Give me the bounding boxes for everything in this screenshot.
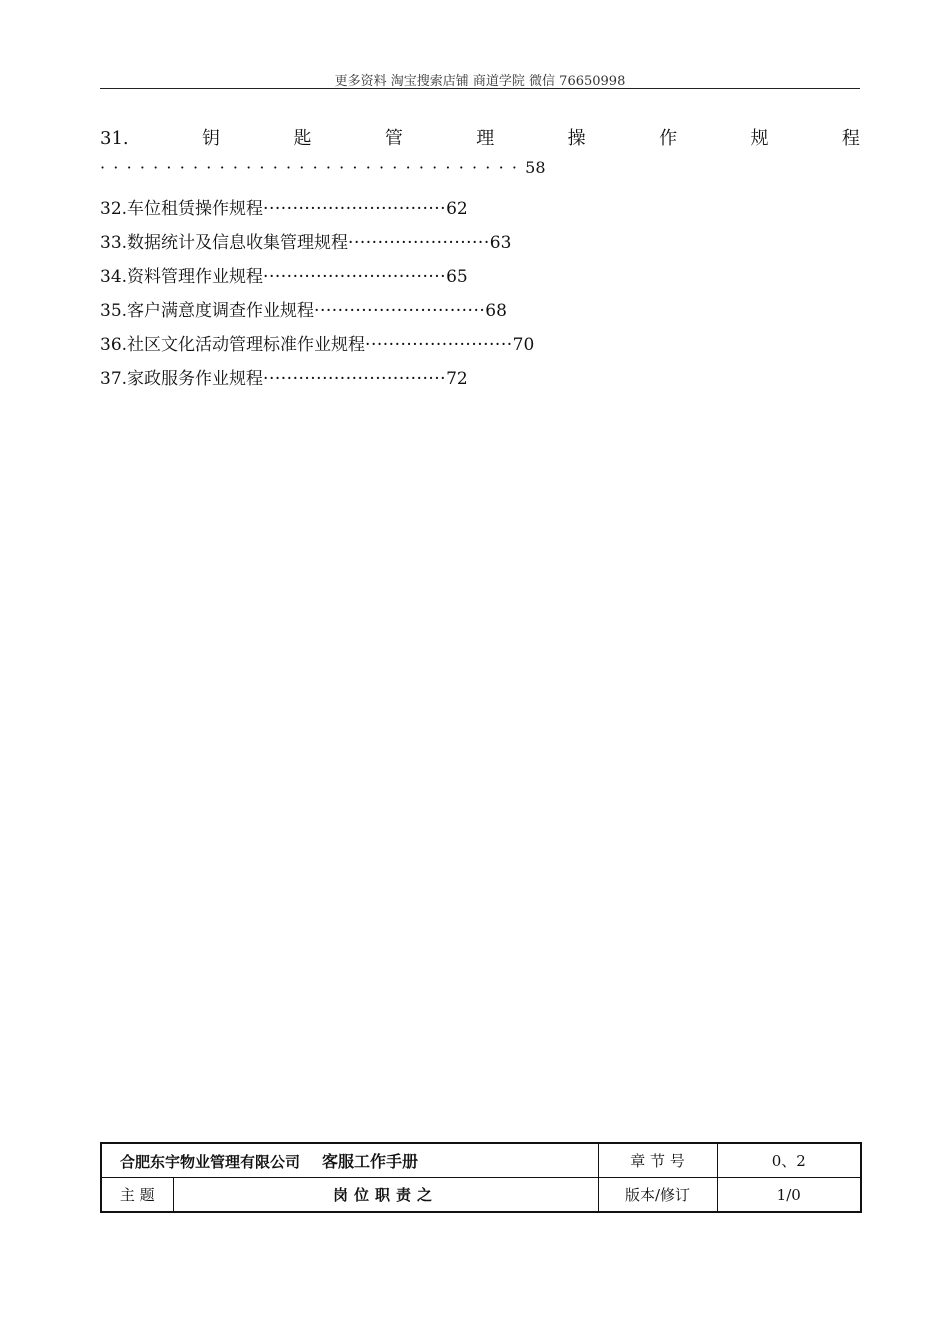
table-of-contents [100, 124, 860, 396]
toc-31-char: 31. [100, 128, 129, 149]
toc-leader-dots: ····························· [314, 301, 486, 321]
document-footer-table [100, 1142, 862, 1213]
toc-item[interactable] [100, 328, 860, 362]
subject-label: 主 题 [101, 1178, 173, 1213]
toc-31-char: 匙 [293, 128, 312, 149]
toc-item-title: 36.社区文化活动管理标准作业规程 [100, 335, 366, 355]
toc-31-leader [100, 158, 860, 192]
toc-31-char: 管 [384, 128, 403, 149]
toc-page-number: 62 [446, 199, 468, 219]
toc-31-char: 操 [567, 128, 586, 149]
toc-page-number: 63 [489, 233, 512, 253]
chapter-label: 章 节 号 [598, 1143, 717, 1178]
toc-item-title: 32.车位租赁操作规程 [100, 199, 264, 219]
toc-page-number: 68 [485, 301, 507, 321]
toc-leader-dots: ······························· [263, 199, 447, 219]
toc-leader-dots: ································ [100, 158, 526, 177]
chapter-value: 0、2 [717, 1143, 861, 1178]
company-name: 合肥东宇物业管理有限公司 [120, 1153, 301, 1171]
toc-item-31[interactable] [100, 124, 860, 158]
footer-row [101, 1178, 861, 1213]
toc-31-char: 理 [476, 128, 495, 149]
toc-31-char: 规 [750, 128, 769, 149]
manual-title: 客服工作手册 [322, 1152, 419, 1171]
toc-page-number: 65 [446, 267, 468, 287]
toc-item-title: 37.家政服务作业规程 [100, 369, 264, 389]
toc-page-number: 70 [512, 335, 535, 355]
toc-page-number: 58 [525, 158, 546, 177]
toc-item[interactable] [100, 362, 860, 396]
toc-leader-dots: ······························· [263, 369, 447, 389]
toc-leader-dots: ························ [348, 233, 490, 253]
toc-item[interactable] [100, 226, 860, 260]
header-divider [100, 88, 860, 89]
toc-item-title: 34.资料管理作业规程 [100, 267, 264, 287]
toc-31-char: 程 [841, 128, 860, 149]
version-label: 版本/修订 [598, 1178, 717, 1213]
subject-value: 岗位职责之 [173, 1178, 598, 1213]
toc-item-title: 33.数据统计及信息收集管理规程 [100, 233, 349, 253]
version-value: 1/0 [717, 1178, 861, 1213]
footer-company-cell [101, 1143, 598, 1178]
toc-item[interactable] [100, 192, 860, 226]
toc-31-char: 钥 [202, 128, 221, 149]
footer-row [101, 1143, 861, 1178]
toc-leader-dots: ······························· [263, 267, 447, 287]
toc-31-char: 作 [659, 128, 678, 149]
toc-page-number: 72 [446, 369, 468, 389]
toc-item-title: 35.客户满意度调查作业规程 [100, 301, 315, 321]
toc-item[interactable] [100, 294, 860, 328]
toc-leader-dots: ························· [365, 335, 513, 355]
page-header: 更多资料 淘宝搜索店铺 商道学院 微信 76650998 [334, 74, 626, 89]
toc-item[interactable] [100, 260, 860, 294]
